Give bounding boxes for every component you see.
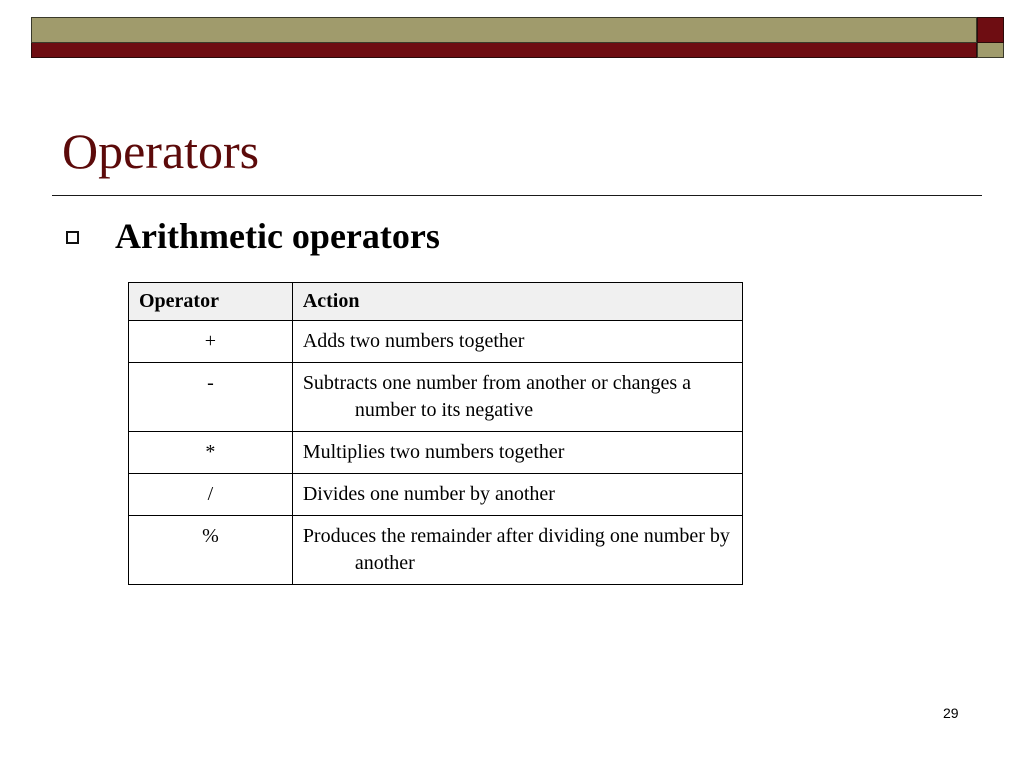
operator-cell: / (129, 474, 293, 516)
action-cell (292, 474, 742, 516)
header-square-maroon (977, 17, 1004, 43)
operator-cell: % (129, 516, 293, 585)
action-cell (292, 432, 742, 474)
operators-table (128, 282, 743, 585)
action-text: Divides one number by another (302, 483, 555, 505)
action-text: Produces the remainder after dividing one number by another (302, 525, 730, 574)
table-row (129, 474, 743, 516)
action-text: Multiplies two numbers together (302, 441, 565, 463)
bullet-text: Arithmetic operators (115, 216, 440, 256)
table-row (129, 432, 743, 474)
action-cell (292, 363, 742, 432)
header-operator: Operator (129, 283, 293, 321)
action-cell (292, 516, 742, 585)
table-row (129, 363, 743, 432)
operator-cell: * (129, 432, 293, 474)
header-square-olive (977, 43, 1004, 58)
table-row (129, 516, 743, 585)
header-action: Action (292, 283, 742, 321)
slide-title: Operators (62, 123, 260, 179)
bullet-item (66, 214, 440, 258)
header-bar-maroon (31, 43, 977, 58)
operator-cell: - (129, 363, 293, 432)
title-divider (52, 195, 982, 196)
operator-cell: + (129, 321, 293, 363)
action-cell (292, 321, 742, 363)
action-text: Adds two numbers together (302, 330, 525, 352)
action-text: Subtracts one number from another or changes a number to its negative (302, 372, 692, 421)
table-header-row (129, 283, 743, 321)
square-bullet-icon (66, 231, 79, 244)
slide-number: 29 (943, 705, 959, 721)
header-bar-olive (31, 17, 977, 43)
table-row (129, 321, 743, 363)
